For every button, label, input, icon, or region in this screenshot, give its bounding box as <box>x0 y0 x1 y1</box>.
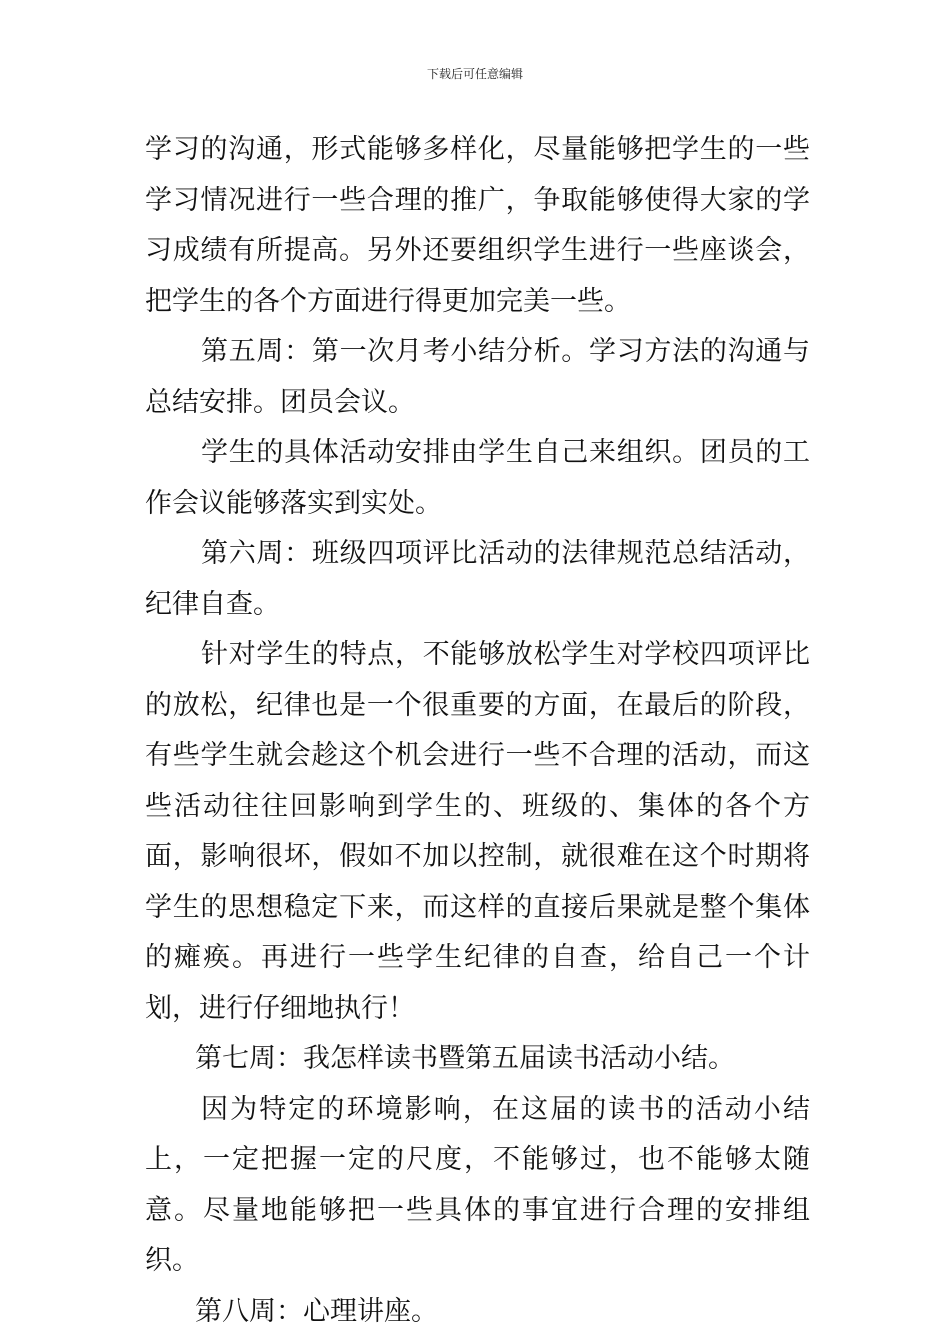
paragraph-week7: 第七周：我怎样读书暨第五届读书活动小结。 <box>195 1043 735 1074</box>
paragraph-week5-detail: 学生的具体活动安排由学生自己来组织。团员的工作会议能够落实到实处。 <box>145 437 810 519</box>
paragraph-week5: 第五周：第一次月考小结分析。学习方法的沟通与总结安排。团员会议。 <box>145 336 810 418</box>
document-body <box>145 125 810 1337</box>
paragraph-week6-detail: 针对学生的特点，不能够放松学生对学校四项评比的放松，纪律也是一个很重要的方面，在最后的阶段，有些学生就会趁这个机会进行一些不合理的活动，而这些活动往往回影响到学生的、班级的、集体的各个方面，影响很坏，假如不加以控制，就很难在这个时期将学生的思想稳定下来，而这样的直接后果就是整个集体的瘫痪。再进行一些学生纪律的自查，给自己一个计划，进行仔细地执行！ <box>145 639 810 1024</box>
paragraph-week6: 第六周：班级四项评比活动的法律规范总结活动，纪律自查。 <box>145 538 810 620</box>
paragraph-week8: 第八周：心理讲座。 <box>195 1295 438 1327</box>
page-header: 下载后可任意编辑 <box>426 67 523 81</box>
paragraph-continuation: 学习的沟通，形式能够多样化，尽量能够把学生的一些学习情况进行一些合理的推广，争取能够使得大家的学习成绩有所提高。另外还要组织学生进行一些座谈会，把学生的各个方面进行得更加完美一些。 <box>145 134 810 317</box>
paragraph-week7-detail: 因为特定的环境影响，在这届的读书的活动小结上，一定把握一定的尺度，不能够过，也不能够太随意。尽量地能够把一些具体的事宜进行合理的安排组织。 <box>145 1093 810 1276</box>
